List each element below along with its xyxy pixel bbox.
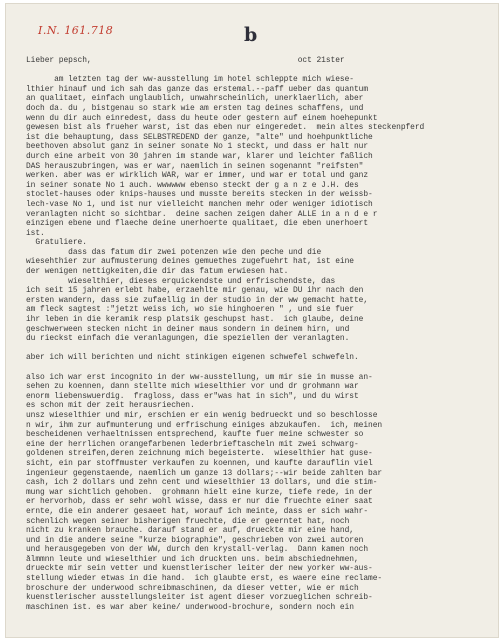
letter-line: ist.: [26, 228, 45, 238]
letter-line: werken. aber was er wirklich WAR, war er immer, und war er total und ganz: [26, 171, 369, 181]
letter-line: nicht zu kranken brauche. darauf stand er auf, drueckte mir eine hand,: [26, 526, 354, 536]
letter-line: also ich war erst incognito in der ww-ausstellung, um mir sie in musse an-: [26, 372, 373, 382]
letter-line: ich seit 15 jahren erlebt habe, erzaehlte mir genau, wie DU ihr nach den: [26, 286, 364, 296]
letter-line: n wir, ihm zur aufmunterung und erfrischung einiges abzukaufen. ich, meinen: [26, 420, 383, 430]
letter-line: eine der herrlichen orangefarbenen lederbrieftascheln mit zwei schwarg-: [26, 439, 359, 449]
letter-line: sicht, ein par stoffmuster verkaufen zu koennen, und kaufte darauflin viel: [26, 458, 373, 468]
letter-line: beethoven absolut ganz in seiner sonate No 1 steckt, und dass er halt nur: [26, 142, 369, 152]
letter-page: [6, 4, 498, 637]
letter-line: durch eine arbeit von 30 jahren im stande war, klarer und leichter faßlich: [26, 151, 373, 161]
letter-line: mung war sichtlich gehoben. grohmann hielt eine kurze, tiefe rede, in der: [26, 487, 373, 497]
handwritten-mark: b: [244, 24, 258, 46]
letter-line: enorm liebenswuerdig. fragloss, dass er"was hat in sich", und du wirst: [26, 391, 359, 401]
letter-line: maschinen ist. es war aber keine/ underwood-brochure, sondern noch ein: [26, 602, 354, 612]
letter-line: stoclet-hauses oder knips-hauses und musste bereits stecken in der weissb-: [26, 190, 373, 200]
letter-line: stellung wieder etwas in die hand. ich glaubte erst, es waere eine reclame-: [26, 574, 383, 584]
letter-line: ihr leben in die keramik resp platsik geschupst hast. ich glaube, deine: [26, 315, 364, 325]
letter-line: sehen zu koennen, dann stellte mich wieselthier vor und dr grohmann war: [26, 382, 359, 392]
letter-line: unsz wieselthier und mir, erschien er ein wenig bedrueckt und so beschlosse: [26, 410, 378, 420]
letter-line: aber ich will berichten und nicht stinkigen eigenen schwefel schwefeln.: [26, 353, 359, 363]
letter-line: [26, 363, 484, 373]
letter-line: geschwerween stecken nicht in deiner maus sondern in deinem hirn, und: [26, 324, 350, 334]
letter-line: cash, ich 2 dollars und zehn cent und wieselthier 13 dollars, und die stim-: [26, 478, 378, 488]
letter-line: lthier hinauf und ich sah das ganze das erstemal.--paff ueber das quantum: [26, 84, 369, 94]
letter-line: veranlagten nicht so sichtbar. deine sachen zeigen daher ALLE in a n d e r: [26, 209, 378, 219]
letter-line: ersten wandern, dass sie zufaellig in der studio in der ww gemacht hatte,: [26, 295, 369, 305]
letter-line: gewesen bist als frueher warst, ist das eben nur eingeredet. mein altes steckenpferd: [26, 123, 425, 133]
letter-line: einzigen ebene und flaeche deine unerhoerte qualitaet, die eben unerhoert: [26, 219, 369, 229]
letter-line: goldenen streifen,deren zeichnung mich begeisterte. wieselthier hat guse-: [26, 449, 373, 459]
letter-line: und herausgegeben von der WW, durch den krystall-verlag. Dann kamen noch: [26, 545, 369, 555]
letter-line: drueckte mir sein vetter und kuenstlerischer leiter der new yorker ww-aus-: [26, 564, 373, 574]
letter-line: schenlich wegen seiner bisherigen fruechte, die er geerntet hat, noch: [26, 516, 350, 526]
letter-line: der wenigen nettigkeiten,die dir das fatum erwiesen hat.: [26, 267, 289, 277]
letter-line: er hervorhob, dass er sehr wohl wisse, dass er nur die fruechte einer saat: [26, 497, 373, 507]
letter-line: dass das fatum dir zwei potenzen wie den peche und die: [26, 247, 322, 257]
handwritten-reference-number: I.N. 161.718: [38, 24, 114, 37]
letter-line: ingenieur gegenstaende, naemlich um ganze 13 dollars;--wir beide zahlten bar: [26, 468, 383, 478]
letter-line: doch da. du , bistgenau so stark wie am ersten tag deines schaffens, und: [26, 103, 364, 113]
letter-line: Lieber pepsch, oct 21ster: [26, 56, 345, 65]
letter-line: an qualitaet, einfach unglaublich, unwahrscheinlich, unerklaerlich, aber: [26, 94, 364, 104]
letter-line: am letzten tag der ww-ausstellung im hotel schleppte mich wiese-: [26, 75, 354, 85]
letter-line: und in die andere seine "kurze biographie", geschrieben von zwei autoren: [26, 535, 364, 545]
letter-line: [26, 344, 484, 354]
letter-line: wiesehthier zur aufmusterung deines gemuethes zugefuehrt hat, ist eine: [26, 257, 354, 267]
letter-line: broschure der underwood schreibmaschinen, da dieser vetter, wie er mich: [26, 583, 359, 593]
letter-body-text: [26, 56, 484, 612]
letter-line: wenn du dir auch einredest, dass du heute oder gestern auf einem hoehepunkt: [26, 113, 378, 123]
letter-line: ist die behauptung, dass SELBSTREDEND der ganze, "alte" und hoehpunktliche: [26, 132, 373, 142]
letter-line: in seiner sonate No 1 auch. wwwwww ebenso steckt der g a n z e J.H. des: [26, 180, 359, 190]
letter-line: lech-vase No 1, und ist nur vielleicht manchen mehr oder weniger idiotisch: [26, 199, 373, 209]
letter-line: [26, 66, 484, 76]
letter-line: bescheidenen verhaeltnissen entsprechend, kaufte fuer meine schwester so: [26, 430, 364, 440]
letter-line: ernte, die ein anderer gesaeet hat, worauf ich meinte, dass er sich wahr-: [26, 506, 369, 516]
letter-line: wieselthier, dieses erquickendste und erfrischendste, das: [26, 276, 336, 286]
letter-line: am fleck sagtest :"jetzt weiss ich, wo sie hinghoeren " , und sie fuer: [26, 305, 354, 315]
letter-line: ålmmnn leute und wieselthier und ich druckten uns. beim abschiednehmen,: [26, 554, 359, 564]
letter-line: du rieckst einfach die veranlagungen, die speziellen der veranlagten.: [26, 334, 350, 344]
letter-line: DAS herauszubringen, was er war, naemlich in seinen sogenannt "reifsten": [26, 161, 364, 171]
letter-line: es schon mit der zeit herausriechen.: [26, 401, 195, 411]
letter-line: Gratuliere.: [26, 238, 87, 248]
letter-line: kuenstlerischer ausstellungsleiter ist agent dieser vorzueglichen schreib-: [26, 593, 373, 603]
